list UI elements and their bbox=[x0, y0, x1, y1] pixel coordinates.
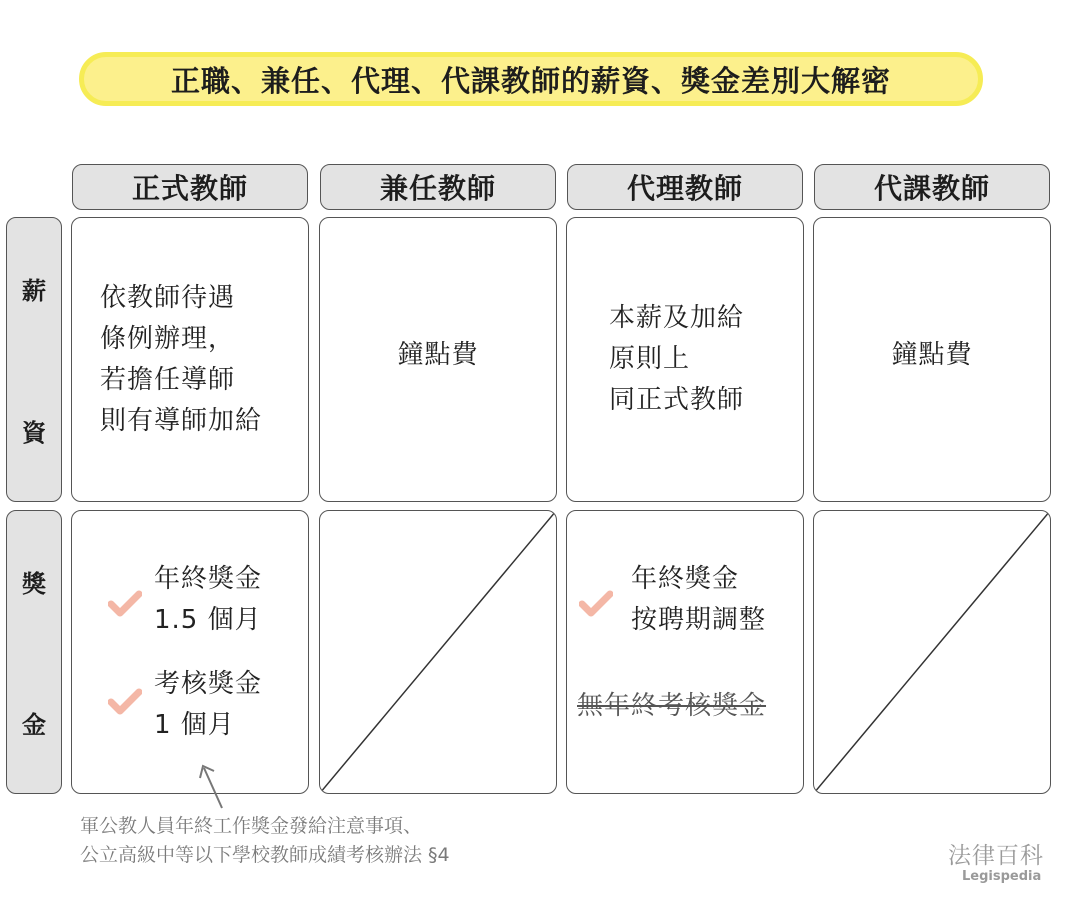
bonus-formal-item2-line-2: 1 個月 bbox=[154, 710, 235, 740]
bonus-formal-item2-line-1: 考核獎金 bbox=[154, 669, 263, 699]
row-header-salary bbox=[6, 217, 62, 502]
bonus-formal-item1 bbox=[154, 559, 262, 641]
column-header-formal: 正式教師 bbox=[72, 164, 308, 210]
row-header-salary-char-2: 資 bbox=[22, 418, 46, 447]
not-applicable-slash bbox=[814, 511, 1050, 793]
salary-cell-formal bbox=[71, 217, 309, 502]
not-applicable-slash bbox=[320, 511, 556, 793]
bonus-formal-item1-line-2: 1.5 個月 bbox=[154, 605, 262, 635]
source-note-line-2: 公立高級中等以下學校教師成績考核辦法 §4 bbox=[80, 844, 450, 866]
salary-acting-text bbox=[609, 298, 744, 421]
source-note bbox=[80, 812, 450, 870]
column-header-acting: 代理教師 bbox=[567, 164, 803, 210]
row-header-bonus-char-1: 獎 bbox=[22, 570, 46, 598]
bonus-acting-item1-line-2: 按聘期調整 bbox=[631, 605, 767, 635]
page-title: 正職、兼任、代理、代課教師的薪資、獎金差別大解密 bbox=[79, 52, 983, 106]
bonus-acting-item1-line-1: 年終獎金 bbox=[631, 564, 740, 594]
bonus-acting-item1 bbox=[631, 559, 766, 641]
bonus-formal-item1-line-1: 年終獎金 bbox=[154, 564, 263, 594]
salary-cell-acting bbox=[566, 217, 804, 502]
row-header-bonus-char-2: 金 bbox=[22, 711, 46, 739]
salary-acting-line-1: 本薪及加給 bbox=[609, 303, 745, 333]
salary-formal-line-2: 條例辦理， bbox=[100, 324, 236, 354]
check-icon bbox=[108, 687, 142, 715]
column-header-substitute: 代課教師 bbox=[814, 164, 1050, 210]
logo-text-zh: 法律百科 bbox=[948, 843, 1044, 869]
salary-acting-line-2: 原則上 bbox=[609, 344, 691, 374]
row-header-bonus bbox=[6, 510, 62, 794]
salary-parttime-text: 鐘點費 bbox=[397, 340, 479, 370]
salary-cell-parttime bbox=[319, 217, 557, 502]
bonus-formal-item2 bbox=[154, 664, 262, 746]
salary-formal-line-1: 依教師待遇 bbox=[100, 283, 236, 313]
logo-text-en: Legispedia bbox=[962, 869, 1042, 884]
salary-formal-line-3: 若擔任導師 bbox=[100, 365, 236, 395]
salary-substitute-text: 鐘點費 bbox=[891, 340, 973, 370]
check-icon bbox=[108, 589, 142, 617]
bonus-cell-substitute bbox=[813, 510, 1051, 794]
bonus-acting-struck-text: 無年終考核獎金 bbox=[577, 691, 767, 721]
salary-cell-substitute bbox=[813, 217, 1051, 502]
source-note-line-1: 軍公教人員年終工作獎金發給注意事項、 bbox=[80, 815, 423, 837]
bonus-cell-parttime bbox=[319, 510, 557, 794]
bonus-cell-acting bbox=[566, 510, 804, 794]
salary-formal-text bbox=[100, 278, 262, 442]
row-header-salary-char-1: 薪 bbox=[22, 277, 46, 306]
salary-formal-line-4: 則有導師加給 bbox=[100, 406, 263, 436]
arrow-up-icon bbox=[196, 760, 236, 812]
check-icon bbox=[579, 589, 613, 617]
salary-acting-line-3: 同正式教師 bbox=[609, 385, 745, 415]
bonus-cell-formal bbox=[71, 510, 309, 794]
column-header-parttime: 兼任教師 bbox=[320, 164, 556, 210]
